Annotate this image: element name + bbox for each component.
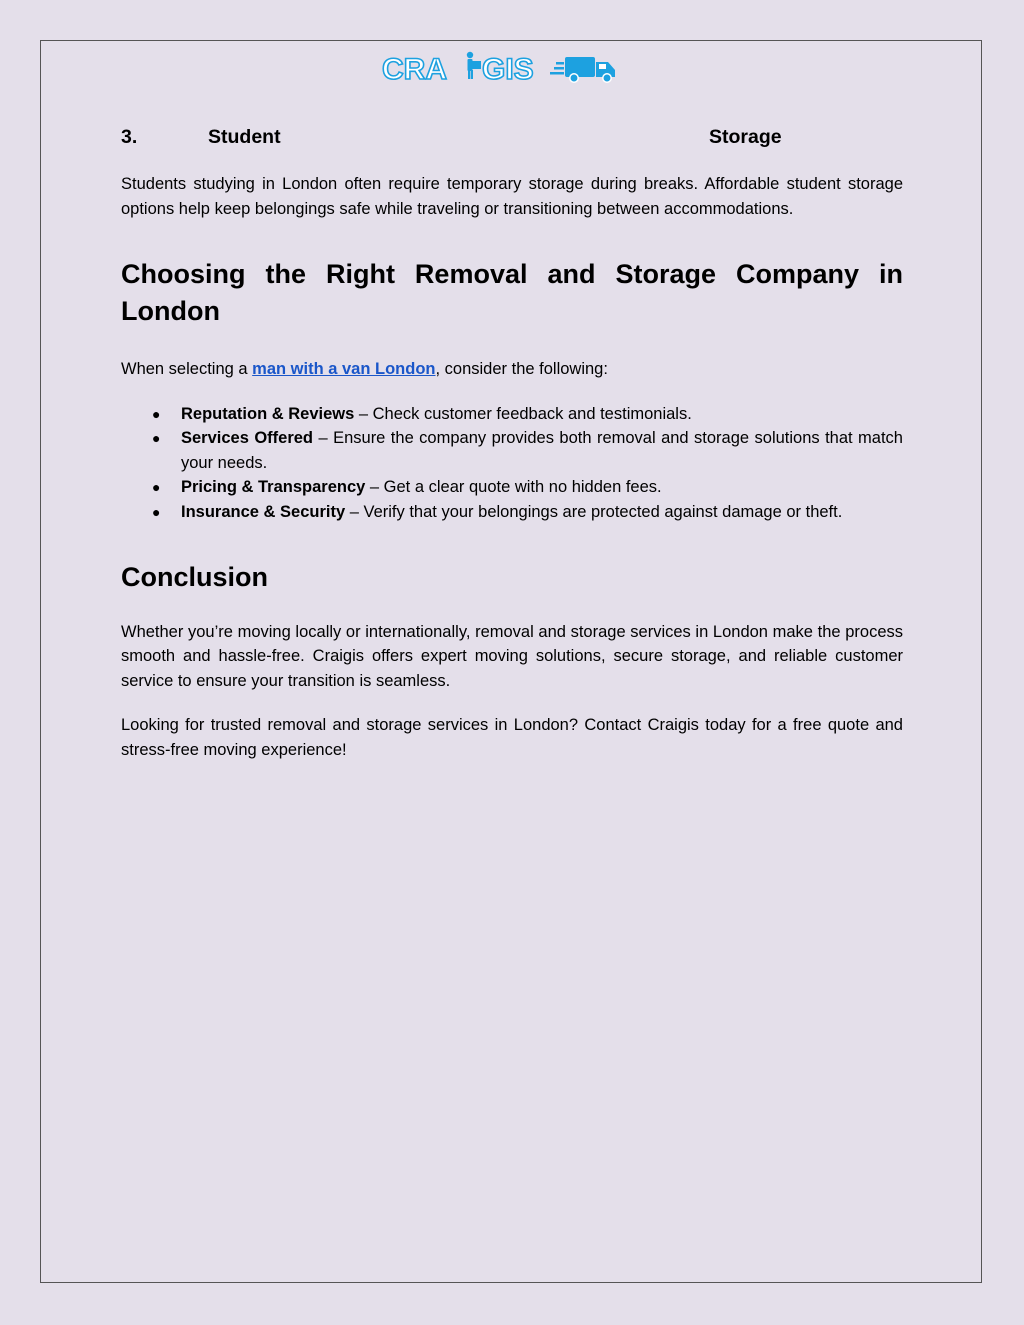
conclusion-heading: Conclusion xyxy=(121,562,268,592)
choosing-company-heading: Choosing the Right Removal and Storage Company in London xyxy=(121,259,903,326)
selection-intro-paragraph xyxy=(121,357,903,382)
conclusion-paragraph-1: Whether you’re moving locally or internationally, removal and storage services in London make the process smooth and hassle-free. Craigis offers expert moving solutions, secure storage, and reliable customer service to ensure your transition is seamless. xyxy=(121,622,903,690)
list-item xyxy=(121,475,903,500)
bullet-icon: ● xyxy=(152,479,161,495)
intro-text-after: , consider the following: xyxy=(435,360,608,378)
list-item-text: – Verify that your belongings are protected against damage or theft. xyxy=(345,502,843,521)
list-item-title: Services Offered xyxy=(181,429,314,447)
list-item xyxy=(121,402,903,427)
logo-text-left: CRA xyxy=(382,53,447,85)
craigis-logo xyxy=(382,49,622,85)
list-item-text: – Ensure the company provides both removal and storage solutions that match your needs. xyxy=(181,429,903,472)
document-content xyxy=(121,125,903,762)
section-heading-student-storage xyxy=(121,125,903,149)
list-item-title: Insurance & Security xyxy=(181,502,346,521)
list-item-title: Reputation & Reviews xyxy=(181,404,355,423)
list-item xyxy=(121,426,903,475)
criteria-list xyxy=(121,402,903,525)
list-item-title: Pricing & Transparency xyxy=(181,478,366,496)
intro-text-before: When selecting a xyxy=(121,360,253,378)
section-title-word-1: Student xyxy=(208,126,281,148)
section-title-word-2: Storage xyxy=(709,126,782,148)
delivery-truck-icon xyxy=(550,57,615,82)
student-storage-paragraph: Students studying in London often require temporary storage during breaks. Affordable student storage options help keep belongings safe while traveling or transitioning between accommodations. xyxy=(121,175,903,218)
man-with-a-van-link[interactable]: man with a van London xyxy=(252,360,436,378)
list-item-text: – Check customer feedback and testimonials. xyxy=(354,404,692,423)
bullet-icon: ● xyxy=(152,503,161,520)
list-item-text: – Get a clear quote with no hidden fees. xyxy=(365,478,662,496)
logo-person-icon xyxy=(467,52,481,79)
logo-text-right: GIS xyxy=(482,53,534,85)
conclusion-paragraph-2: Looking for trusted removal and storage services in London? Contact Craigis today for a free quote and stress-free moving experience! xyxy=(121,716,903,759)
bullet-icon: ● xyxy=(152,430,161,446)
section-number: 3. xyxy=(121,126,138,148)
bullet-icon: ● xyxy=(152,405,161,422)
list-item xyxy=(121,500,903,525)
document-page xyxy=(40,40,982,1283)
